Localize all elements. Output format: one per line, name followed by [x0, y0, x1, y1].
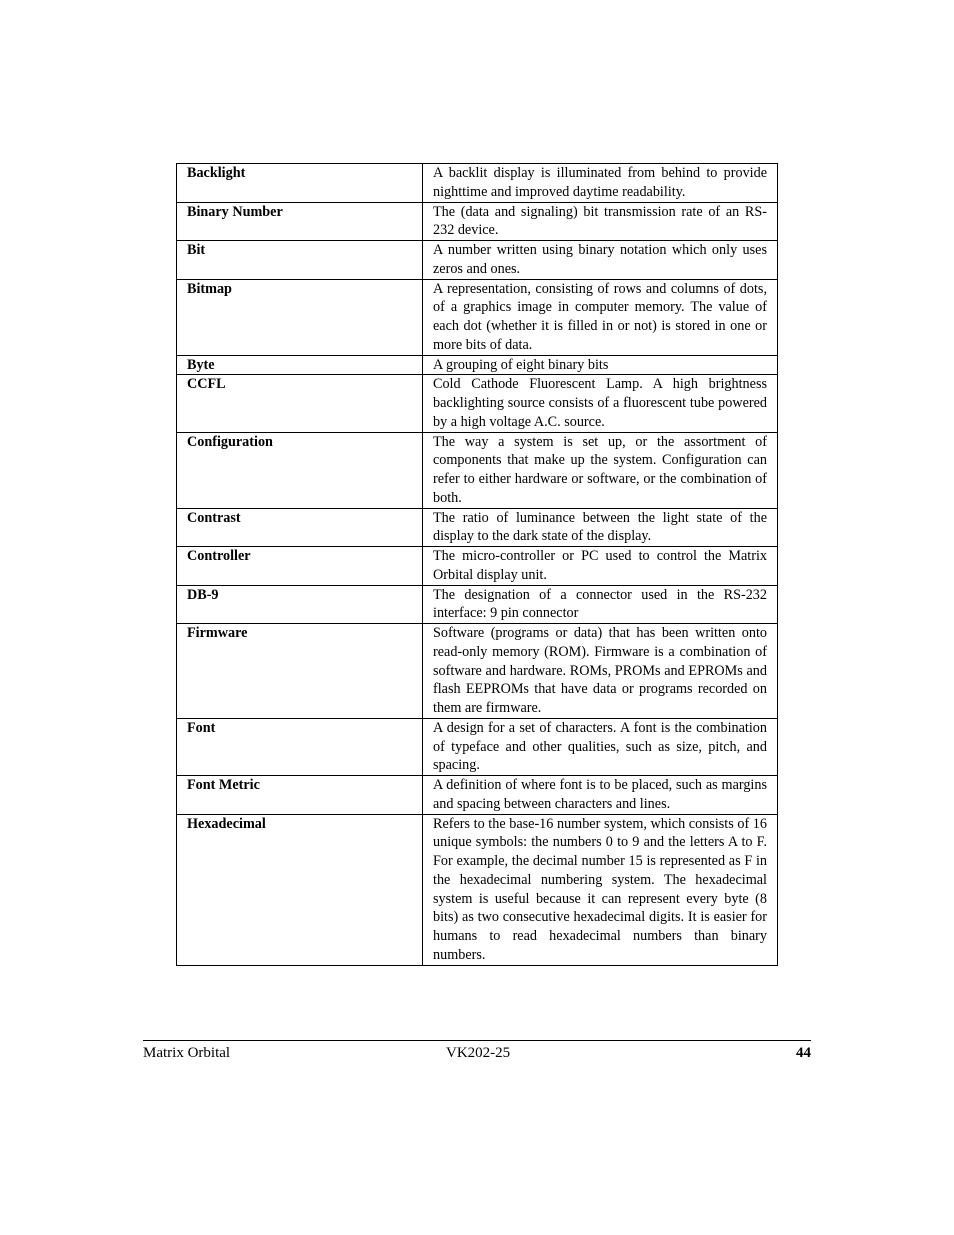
- glossary-row: [177, 718, 778, 775]
- glossary-row: [177, 776, 778, 815]
- glossary-definition: The ratio of luminance between the light state of the display to the dark state of the display.: [423, 508, 778, 547]
- glossary-row: [177, 624, 778, 719]
- glossary-definition: A grouping of eight binary bits: [423, 355, 778, 375]
- glossary-term: Byte: [177, 355, 423, 375]
- glossary-term: CCFL: [177, 375, 423, 432]
- glossary-term: Font: [177, 718, 423, 775]
- glossary-row: [177, 202, 778, 241]
- glossary-row: [177, 355, 778, 375]
- glossary-row: [177, 814, 778, 965]
- glossary-body: [177, 164, 778, 966]
- glossary-row: [177, 375, 778, 432]
- glossary-term: Binary Number: [177, 202, 423, 241]
- glossary-row: [177, 508, 778, 547]
- glossary-definition: A definition of where font is to be placed, such as margins and spacing between characters and lines.: [423, 776, 778, 815]
- page-footer: [143, 1040, 811, 1061]
- glossary-row: [177, 432, 778, 508]
- glossary-term: Firmware: [177, 624, 423, 719]
- glossary-term: Controller: [177, 547, 423, 586]
- glossary-definition: A design for a set of characters. A font is the combination of typeface and other qualities, such as size, pitch, and spacing.: [423, 718, 778, 775]
- glossary-row: [177, 585, 778, 624]
- glossary-definition: Software (programs or data) that has been written onto read-only memory (ROM). Firmware is a combination of software and hardware. ROMs, PROMs and EPROMs and flash EEPROMs that have data or programs recorded on them are firmware.: [423, 624, 778, 719]
- glossary-definition: A representation, consisting of rows and columns of dots, of a graphics image in computer memory. The value of each dot (whether it is filled in or not) is stored in one or more bits of data.: [423, 279, 778, 355]
- glossary-definition: The designation of a connector used in the RS-232 interface: 9 pin connector: [423, 585, 778, 624]
- footer-model: VK202-25: [446, 1045, 511, 1061]
- glossary-definition: A number written using binary notation which only uses zeros and ones.: [423, 241, 778, 280]
- glossary-term: DB-9: [177, 585, 423, 624]
- footer-company: Matrix Orbital: [143, 1045, 231, 1061]
- glossary-term: Bit: [177, 241, 423, 280]
- glossary-definition: Cold Cathode Fluorescent Lamp. A high brightness backlighting source consists of a fluorescent tube powered by a high voltage A.C. source.: [423, 375, 778, 432]
- glossary-term: Bitmap: [177, 279, 423, 355]
- glossary-row: [177, 547, 778, 586]
- glossary-row: [177, 164, 778, 203]
- glossary-term: Hexadecimal: [177, 814, 423, 965]
- glossary-term: Font Metric: [177, 776, 423, 815]
- glossary-term: Configuration: [177, 432, 423, 508]
- glossary-definition: The way a system is set up, or the assortment of components that make up the system. Configuration can refer to either hardware or software, or the combination of both.: [423, 432, 778, 508]
- glossary-definition: The micro-controller or PC used to control the Matrix Orbital display unit.: [423, 547, 778, 586]
- glossary-term: Contrast: [177, 508, 423, 547]
- glossary-row: [177, 279, 778, 355]
- glossary-definition: The (data and signaling) bit transmission rate of an RS-232 device.: [423, 202, 778, 241]
- glossary-definition: A backlit display is illuminated from behind to provide nighttime and improved daytime readability.: [423, 164, 778, 203]
- glossary-term: Backlight: [177, 164, 423, 203]
- glossary-table: [176, 163, 778, 966]
- footer-page-number: 44: [796, 1045, 811, 1061]
- glossary-row: [177, 241, 778, 280]
- glossary-definition: Refers to the base-16 number system, which consists of 16 unique symbols: the numbers 0 to 9 and the letters A to F. For example, the decimal number 15 is represented as F in the hexadecimal numbering system. The hexadecimal system is useful because it can represent every byte (8 bits) as two consecutive hexadecimal digits. It is easier for humans to read hexadecimal numbers than binary numbers.: [423, 814, 778, 965]
